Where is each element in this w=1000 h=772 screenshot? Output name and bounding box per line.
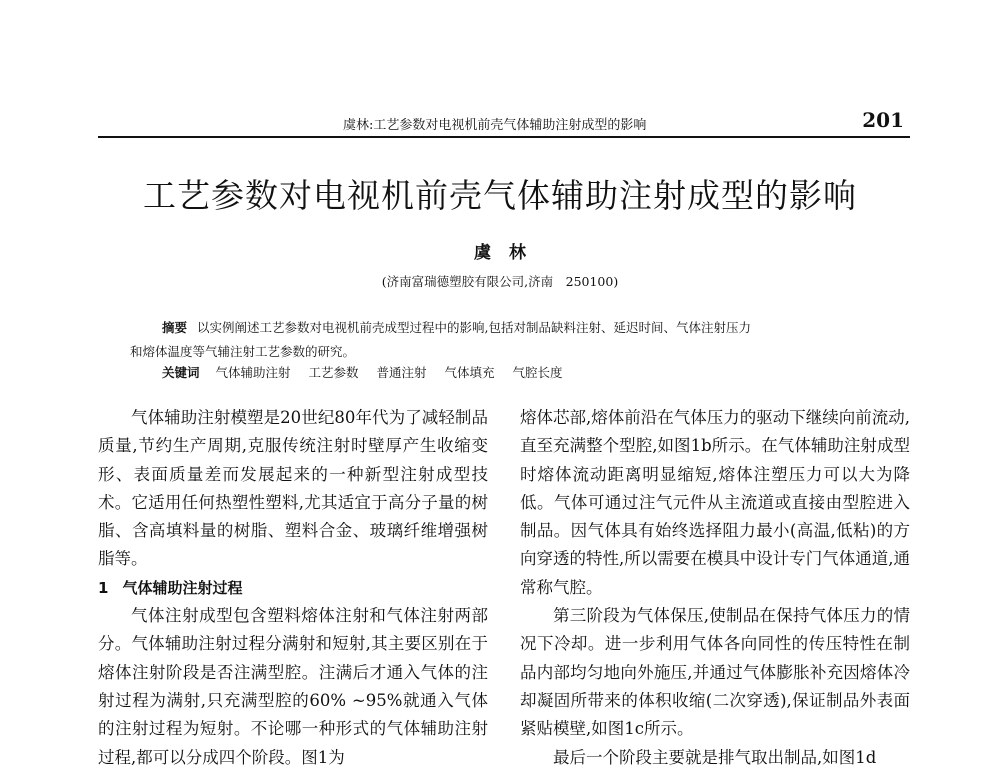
- running-header: [98, 108, 910, 138]
- author-affiliation: (济南富瑞德塑胶有限公司,济南 250100): [381, 274, 619, 289]
- right-column: [520, 404, 910, 772]
- abstract-text-line2: 和熔体温度等气辅注射工艺参数的研究。: [130, 344, 356, 359]
- keyword: 气体辅助注射: [215, 365, 291, 380]
- article-title: 工艺参数对电视机前壳气体辅助注射成型的影响: [143, 176, 857, 215]
- body-paragraph: 最后一个阶段主要就是排气取出制品,如图1d: [553, 747, 877, 767]
- keyword: 普通注射: [376, 365, 427, 380]
- keywords: [162, 362, 892, 384]
- running-title: 虞林:工艺参数对电视机前壳气体辅助注射成型的影响: [343, 118, 647, 133]
- body-paragraph: 气体注射成型包含塑料熔体注射和气体注射两部分。气体辅助注射过程分满射和短射,其主要区别在于熔体注射阶段是否注满型腔。注满后才通入气体的注射过程为满射,只充满型腔的60% ~95%就通入气体的注射过程为短射。不论哪一种形式的气体辅助注射过程,都可以分成四个阶段。图1为: [98, 606, 488, 767]
- body-paragraph: 第三阶段为气体保压,使制品在保持气体压力的情况下冷却。进一步利用气体各向同性的传压特性在制品内部均匀地向外施压,并通过气体膨胀补充因熔体冷却凝固所带来的体积收缩(二次穿透),保证制品外表面紧贴模壁,如图1c所示。: [520, 606, 910, 739]
- section-title: 气体辅助注射过程: [122, 578, 243, 597]
- body-paragraph: 熔体芯部,熔体前沿在气体压力的驱动下继续向前流动,直至充满整个型腔,如图1b所示。在气体辅助注射成型时熔体流动距离明显缩短,熔体注塑压力可以大为降低。气体可通过注气元件从主流道或直接由型腔进入制品。因气体具有始终选择阻力最小(高温,低粘)的方向穿透的特性,所以需要在模具中设计专门气体通道,通常称气腔。: [520, 408, 910, 597]
- keyword: 气体填充: [444, 365, 495, 380]
- left-column: [98, 404, 488, 772]
- section-heading: [98, 574, 488, 602]
- section-number: 1: [98, 578, 109, 597]
- body-paragraph: 气体辅助注射模塑是20世纪80年代为了减轻制品质量,节约生产周期,克服传统注射时壁厚产生收缩变形、表面质量差而发展起来的一种新型注射成型技术。它适用任何热塑性塑料,尤其适宜于高分子量的树脂、含高填料量的树脂、塑料合金、玻璃纤维增强树脂等。: [98, 408, 488, 569]
- keyword: 工艺参数: [308, 365, 359, 380]
- page-number: 201: [862, 108, 904, 132]
- abstract-label: 摘要: [162, 320, 188, 335]
- keywords-label: 关键词: [162, 365, 200, 380]
- keyword: 气腔长度: [512, 365, 563, 380]
- abstract-first-line: [140, 316, 890, 340]
- abstract-text-line1: 以实例阐述工艺参数对电视机前壳成型过程中的影响,包括对制品缺料注射、延迟时间、气体注射压力: [197, 320, 751, 335]
- abstract: [130, 316, 890, 364]
- author-name: 虞林: [474, 243, 544, 263]
